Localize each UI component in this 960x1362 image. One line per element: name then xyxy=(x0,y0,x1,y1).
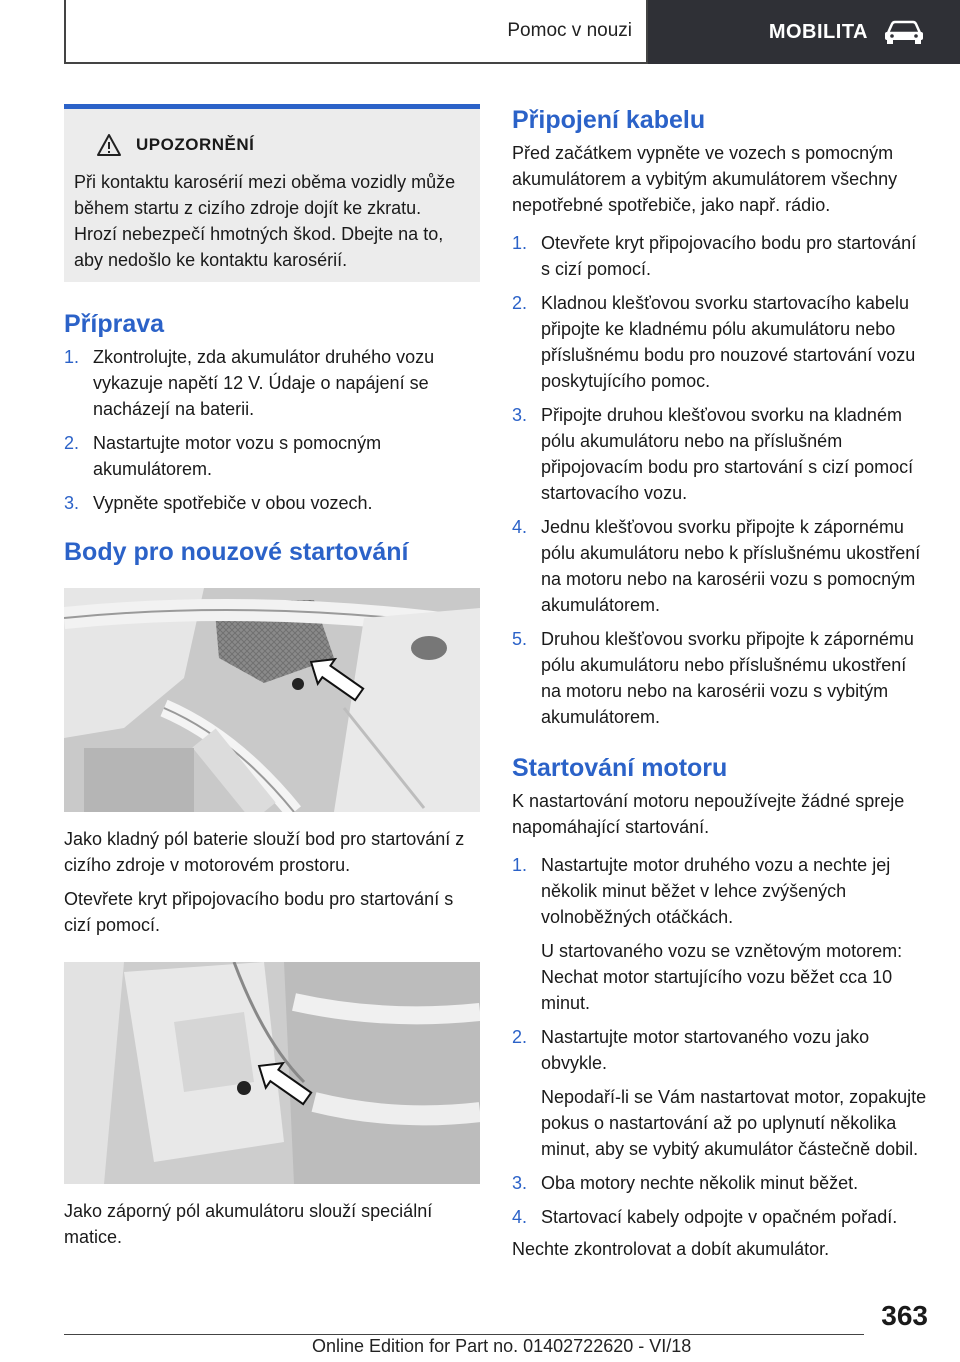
list-item: 3. Připojte druhou klešťovou svorku na kladném pólu akumulátoru nebo na příslušném připojovacím bodu pro startování s cizí pomocí startovacího vozu. xyxy=(512,405,914,503)
chapter-title: MOBILITA xyxy=(768,20,868,43)
warning-box xyxy=(64,104,480,282)
list-item: 2. Nastartujte motor startovaného vozu jako obvykle. xyxy=(512,1027,870,1073)
edition-note: Online Edition for Part no. 01402722620 - VI/18 xyxy=(312,1336,692,1356)
heading-pripojeni: Připojení kabelu xyxy=(512,106,706,134)
list-item: 2. Nastartujte motor vozu s pomocným akumulátorem. xyxy=(64,433,382,479)
engine-bay-photo-negative xyxy=(64,962,480,1184)
caption-negative: Jako záporný pól akumulátoru slouží speciální matice. xyxy=(64,1201,433,1247)
list-item: 1. Zkontrolujte, zda akumulátor druhého vozu vykazuje napětí 12 V. Údaje o napájení se nacházejí na baterii. xyxy=(64,347,435,419)
startovani-intro: K nastartování motoru nepoužívejte žádné spreje napomáhající startování. xyxy=(512,791,905,837)
engine-bay-photo-positive xyxy=(64,588,480,812)
left-column xyxy=(64,104,480,1250)
list-item: 1. Otevřete kryt připojovacího bodu pro startování s cizí pomocí. xyxy=(512,233,917,279)
list-item: 3. Oba motory nechte několik minut běžet. xyxy=(512,1173,859,1193)
heading-startovani: Startování motoru xyxy=(512,754,728,782)
startovani-steps-2 xyxy=(512,1024,928,1076)
page-number: 363 xyxy=(881,1300,928,1331)
car-icon xyxy=(882,19,926,45)
footer-divider xyxy=(64,1334,864,1335)
list-item: 5. Druhou klešťovou svorku připojte k zápornému pólu akumulátoru nebo příslušnému ukostření na motoru nebo na karosérii vozu s vybitým akumulátorem. xyxy=(512,629,914,727)
header-section-tab xyxy=(64,0,648,64)
startovani-steps xyxy=(512,852,928,930)
priprava-steps xyxy=(64,344,480,516)
warning-title: UPOZORNĚNÍ xyxy=(136,135,255,154)
list-item: 4. Startovací kabely odpojte v opačném pořadí. xyxy=(512,1207,898,1227)
caption-open-cover: Otevřete kryt připojovacího bodu pro startování s cizí pomocí. xyxy=(64,889,454,935)
step1-note: U startovaného vozu se vznětovým motorem: Nechat motor startujícího vozu běžet cca 10 minut. xyxy=(541,941,903,1013)
step2-note: Nepodaří-li se Vám nastartovat motor, zopakujte pokus o nastartování až po uplynutí několika minut, aby se vybitý akumulátor částečně dobil. xyxy=(541,1087,927,1159)
heading-priprava: Příprava xyxy=(64,310,165,338)
section-title: Pomoc v nouzi xyxy=(507,20,632,41)
startovani-steps-3 xyxy=(512,1170,928,1230)
list-item: 1. Nastartujte motor druhého vozu a nechte jej několik minut běžet v lehce zvýšených volnoběžných otáčkách. xyxy=(512,855,891,927)
pripojeni-steps xyxy=(512,230,928,730)
right-column xyxy=(512,104,928,1262)
list-item: 4. Jednu klešťovou svorku připojte k zápornému pólu akumulátoru nebo k příslušnému ukostření na motoru nebo na karosérii vozu s pomocným akumulátorem. xyxy=(512,517,921,615)
list-item: 2. Kladnou klešťovou svorku startovacího kabelu připojte ke kladnému pólu akumulátoru nebo příslušnému bodu pro nouzové startování vozu poskytujícího pomoc. xyxy=(512,293,916,391)
warning-triangle-icon xyxy=(96,133,122,157)
header-chapter-tab xyxy=(648,0,960,64)
startovani-outro: Nechte zkontrolovat a dobít akumulátor. xyxy=(512,1239,830,1259)
pripojeni-intro: Před začátkem vypněte ve vozech s pomocným akumulátorem a vybitým akumulátorem všechny nepotřebné spotřebiče, jako např. rádio. xyxy=(512,143,898,215)
warning-text: Při kontaktu karosérií mezi oběma vozidly může během startu z cizího zdroje dojít ke zkratu. Hrozí nebezpečí hmotných škod. Dbejte na to, aby nedošlo ke kontaktu karosérií. xyxy=(74,172,456,270)
heading-body-pro: Body pro nouzové startování xyxy=(64,538,409,566)
list-item: 3. Vypněte spotřebiče v obou vozech. xyxy=(64,493,373,513)
caption-positive: Jako kladný pól baterie slouží bod pro startování z cizího zdroje v motorovém prostoru. xyxy=(64,829,465,875)
